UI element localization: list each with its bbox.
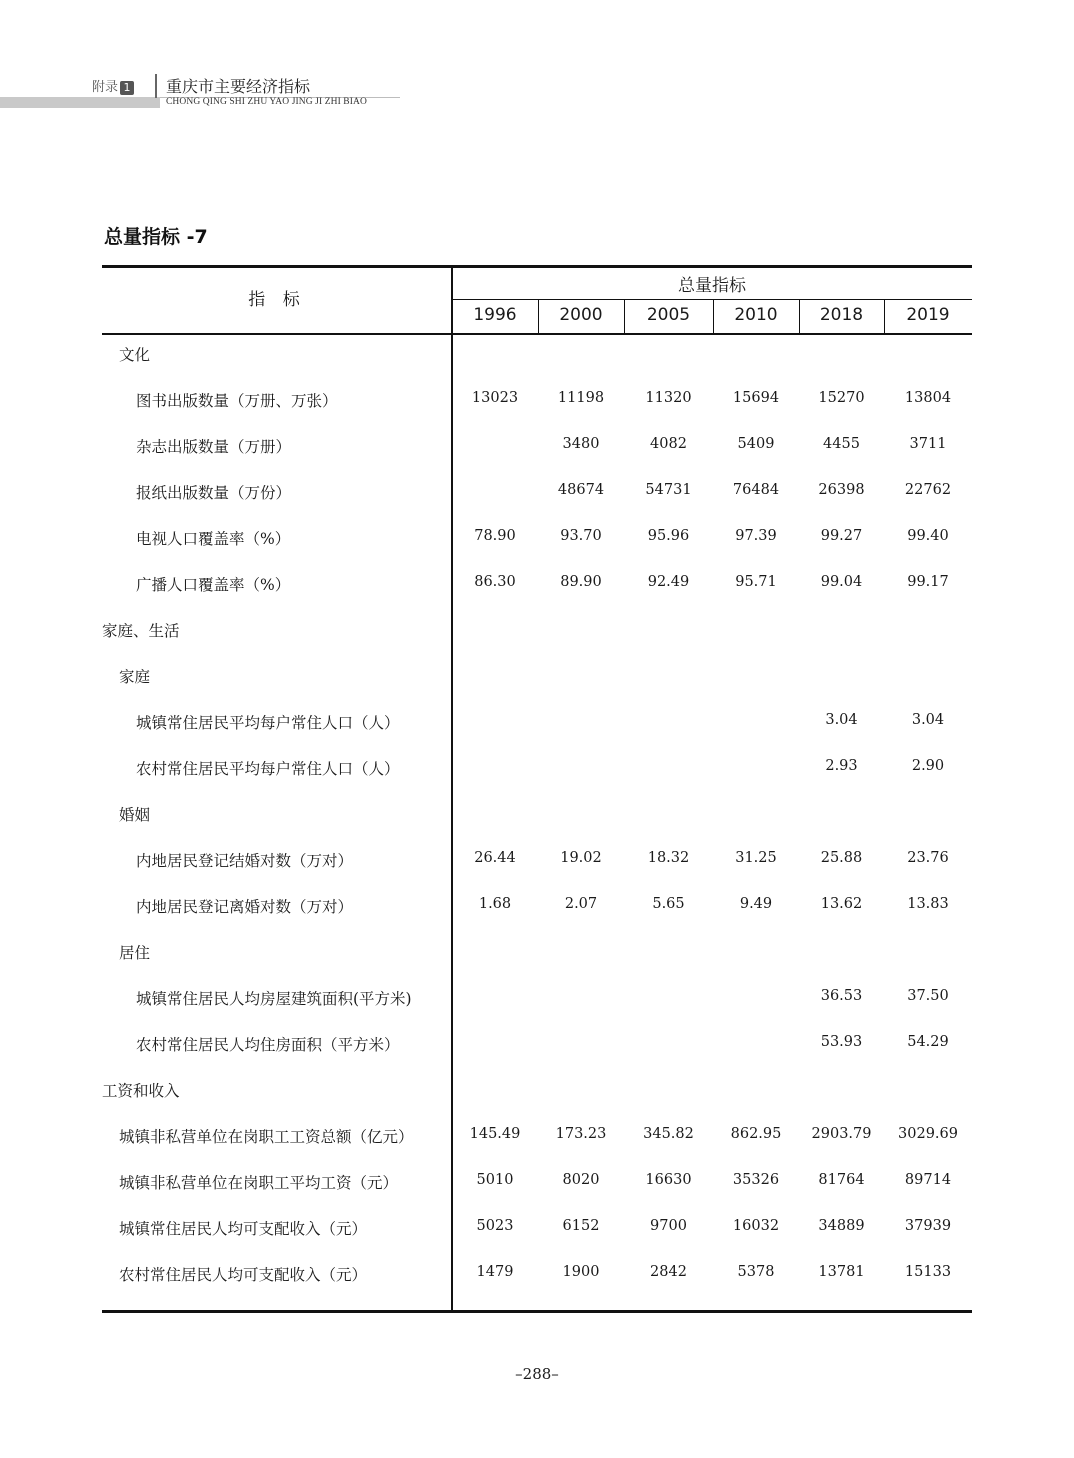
cell-value: 34889	[818, 1218, 865, 1234]
table-row	[102, 573, 972, 619]
header-subtitle: CHONG QING SHI ZHU YAO JING JI ZHI BIAO	[166, 97, 367, 107]
cell-value: 11320	[645, 390, 692, 406]
page-title: 总量指标 -7	[104, 226, 208, 248]
row-label: 内地居民登记结婚对数（万对）	[136, 852, 354, 870]
cell-value: 97.39	[735, 528, 777, 544]
table-row	[102, 757, 972, 803]
cell-value: 9.49	[739, 896, 773, 912]
cell-value: 11198	[557, 390, 605, 406]
cell-value: 36.53	[820, 988, 863, 1004]
cell-value: 1900	[562, 1264, 600, 1280]
cell-value: 86.30	[474, 574, 516, 590]
year-header: 1996	[473, 305, 517, 325]
cell-value: 862.95	[730, 1126, 782, 1142]
row-label: 杂志出版数量（万册）	[136, 438, 292, 456]
cell-value: 35326	[732, 1172, 780, 1188]
year-column-divider	[624, 299, 625, 334]
appendix-badge-number: 1	[120, 81, 134, 95]
table-row	[102, 619, 972, 665]
cell-value: 16032	[732, 1218, 780, 1234]
row-label: 居住	[119, 944, 151, 962]
year-header: 2005	[646, 305, 691, 325]
cell-value: 37.50	[907, 988, 949, 1004]
cell-value: 1.68	[478, 896, 512, 912]
header-decor-bar	[0, 97, 160, 108]
table-row	[102, 389, 972, 435]
column-header-group: 总量指标	[678, 276, 746, 296]
row-label: 农村常住居民人均住房面积（平方米）	[136, 1036, 400, 1054]
cell-value: 18.32	[647, 850, 690, 866]
appendix-badge	[92, 76, 134, 95]
cell-value: 13.62	[820, 896, 863, 912]
row-label: 广播人口覆盖率（%）	[136, 576, 291, 594]
row-label: 城镇常住居民人均可支配收入（元）	[119, 1220, 368, 1238]
header-separator	[155, 74, 157, 98]
cell-value: 173.23	[555, 1126, 607, 1142]
cell-value: 89.90	[560, 574, 602, 590]
cell-value: 1479	[476, 1264, 514, 1280]
year-column-divider	[799, 299, 800, 334]
table-row	[102, 1171, 972, 1217]
cell-value: 25.88	[820, 850, 863, 866]
cell-value: 99.27	[820, 528, 863, 544]
cell-value: 76484	[732, 482, 780, 498]
row-label: 家庭、生活	[102, 622, 180, 640]
table-row	[102, 1033, 972, 1079]
year-header: 2018	[819, 305, 864, 325]
row-label: 城镇非私营单位在岗职工平均工资（元）	[119, 1174, 399, 1192]
table-row	[102, 849, 972, 895]
cell-value: 3711	[909, 436, 947, 452]
table-row	[102, 435, 972, 481]
table-group-rule	[452, 299, 972, 300]
cell-value: 81764	[818, 1172, 865, 1188]
cell-value: 5409	[737, 436, 775, 452]
year-header: 2019	[906, 305, 950, 325]
row-label: 城镇常住居民平均每户常住人口（人）	[136, 714, 400, 732]
year-column-divider	[713, 299, 714, 334]
cell-value: 78.90	[474, 528, 516, 544]
cell-value: 345.82	[643, 1126, 694, 1142]
row-label: 婚姻	[119, 806, 151, 824]
table-row	[102, 895, 972, 941]
table-bottom-rule	[102, 1310, 972, 1313]
row-label: 文化	[119, 346, 151, 364]
cell-value: 13804	[904, 390, 952, 406]
row-label: 报纸出版数量（万份）	[136, 484, 292, 502]
cell-value: 23.76	[907, 850, 949, 866]
cell-value: 145.49	[469, 1126, 521, 1142]
cell-value: 3480	[562, 436, 600, 452]
cell-value: 37939	[904, 1218, 952, 1234]
cell-value: 31.25	[735, 850, 777, 866]
table-row	[102, 343, 972, 389]
table-row	[102, 987, 972, 1033]
column-header-indicator: 指 标	[248, 290, 306, 310]
row-label: 内地居民登记离婚对数（万对）	[136, 898, 354, 916]
year-header: 2010	[734, 305, 778, 325]
cell-value: 54731	[645, 482, 692, 498]
cell-value: 5378	[737, 1264, 775, 1280]
cell-value: 16630	[645, 1172, 692, 1188]
table-row	[102, 527, 972, 573]
table-row	[102, 1263, 972, 1309]
cell-value: 5023	[476, 1218, 514, 1234]
table-top-rule	[102, 265, 972, 268]
cell-value: 53.93	[820, 1034, 863, 1050]
appendix-badge-label: 附录	[92, 80, 119, 95]
table-row	[102, 665, 972, 711]
table-row	[102, 1125, 972, 1171]
cell-value: 2.07	[564, 896, 598, 912]
cell-value: 3029.69	[898, 1126, 958, 1142]
row-label: 城镇非私营单位在岗职工工资总额（亿元）	[119, 1128, 414, 1146]
cell-value: 89714	[904, 1172, 952, 1188]
table-row	[102, 941, 972, 987]
cell-value: 19.02	[560, 850, 602, 866]
table-row	[102, 711, 972, 757]
cell-value: 2842	[650, 1264, 687, 1280]
row-label: 城镇常住居民人均房屋建筑面积(平方米)	[136, 990, 412, 1008]
row-label: 电视人口覆盖率（%）	[136, 530, 291, 548]
cell-value: 99.17	[907, 574, 949, 590]
row-label: 工资和收入	[102, 1082, 180, 1100]
cell-value: 2.90	[911, 758, 945, 774]
cell-value: 2903.79	[811, 1126, 872, 1142]
row-label: 农村常住居民平均每户常住人口（人）	[136, 760, 400, 778]
year-column-divider	[538, 299, 539, 334]
cell-value: 15694	[732, 390, 780, 406]
cell-value: 4455	[823, 436, 860, 452]
table-row	[102, 1079, 972, 1125]
cell-value: 92.49	[647, 574, 690, 590]
cell-value: 3.04	[825, 712, 858, 728]
cell-value: 5010	[476, 1172, 514, 1188]
table-row	[102, 803, 972, 849]
cell-value: 8020	[562, 1172, 600, 1188]
cell-value: 9700	[650, 1218, 687, 1234]
row-label: 家庭	[119, 668, 151, 686]
cell-value: 15270	[818, 390, 865, 406]
table-row	[102, 481, 972, 527]
row-label: 农村常住居民人均可支配收入（元）	[119, 1266, 368, 1284]
cell-value: 6152	[562, 1218, 600, 1234]
cell-value: 99.40	[907, 528, 949, 544]
table-row	[102, 1217, 972, 1263]
cell-value: 95.96	[647, 528, 690, 544]
year-column-divider	[884, 299, 885, 334]
cell-value: 4082	[650, 436, 687, 452]
cell-value: 13781	[818, 1264, 865, 1280]
cell-value: 48674	[557, 482, 605, 498]
cell-value: 22762	[904, 482, 952, 498]
page-number: –288–	[515, 1365, 559, 1383]
cell-value: 93.70	[560, 528, 602, 544]
cell-value: 26398	[818, 482, 865, 498]
cell-value: 2.93	[825, 758, 858, 774]
cell-value: 13023	[471, 390, 519, 406]
header-title: 重庆市主要经济指标	[166, 77, 311, 96]
cell-value: 99.04	[820, 574, 863, 590]
cell-value: 15133	[904, 1264, 952, 1280]
cell-value: 5.65	[652, 896, 685, 912]
cell-value: 26.44	[474, 850, 516, 866]
cell-value: 13.83	[907, 896, 949, 912]
cell-value: 54.29	[907, 1034, 949, 1050]
row-label: 图书出版数量（万册、万张）	[136, 392, 338, 410]
cell-value: 95.71	[735, 574, 777, 590]
cell-value: 3.04	[911, 712, 945, 728]
year-header: 2000	[559, 305, 603, 325]
table-header-rule	[102, 333, 972, 335]
